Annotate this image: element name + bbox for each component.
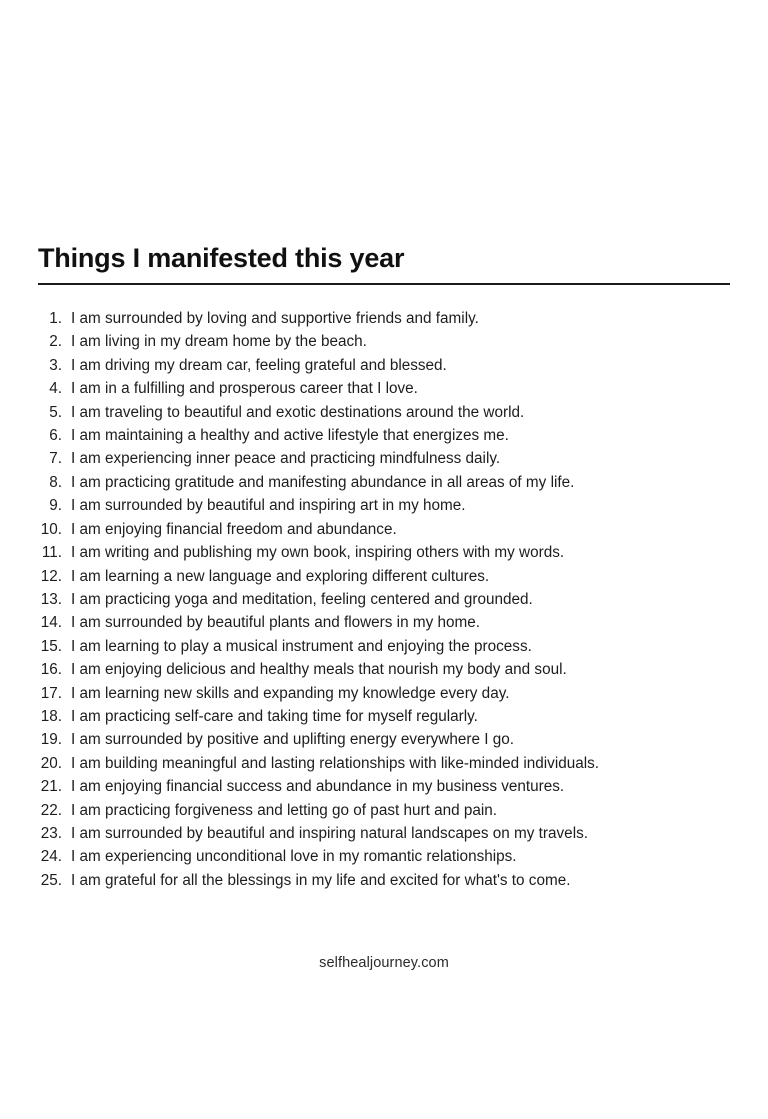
list-item <box>38 541 730 564</box>
list-item-number: 16. <box>40 661 62 679</box>
list-item-number: 8. <box>49 473 62 491</box>
list-item-number: 20. <box>40 754 62 772</box>
list-item-number: 5. <box>49 403 62 421</box>
list-item-number: 12. <box>40 567 62 585</box>
list-item <box>38 471 730 494</box>
list-item <box>38 447 730 470</box>
list-item <box>38 752 730 775</box>
list-item-number: 22. <box>40 801 62 819</box>
list-item-text: I am building meaningful and lasting relationships with like-minded individuals. <box>71 754 600 772</box>
list-item-number: 21. <box>40 778 62 796</box>
list-item-text: I am enjoying delicious and healthy meals that nourish my body and soul. <box>71 661 567 679</box>
list-item-text: I am practicing gratitude and manifesting abundance in all areas of my life. <box>71 473 575 491</box>
list-item <box>38 775 730 798</box>
list-item-text: I am maintaining a healthy and active lifestyle that energizes me. <box>71 427 509 445</box>
list-item <box>38 330 730 353</box>
list-item-text: I am in a fulfilling and prosperous career that I love. <box>71 380 418 398</box>
list-item-number: 10. <box>40 520 62 538</box>
list-item <box>38 845 730 868</box>
list-item-text: I am surrounded by loving and supportive friends and family. <box>71 310 479 328</box>
list-item-text: I am practicing self-care and taking time for myself regularly. <box>71 707 478 725</box>
list-item <box>38 728 730 751</box>
list-item <box>38 635 730 658</box>
list-item <box>38 424 730 447</box>
list-item <box>38 611 730 634</box>
list-item-number: 14. <box>40 614 62 632</box>
list-item <box>38 494 730 517</box>
list-item-number: 3. <box>49 356 62 374</box>
list-item-text: I am experiencing unconditional love in my romantic relationships. <box>71 848 517 866</box>
list-item <box>38 822 730 845</box>
page-title: Things I manifested this year <box>38 243 405 273</box>
list-item <box>38 377 730 400</box>
list-item <box>38 869 730 892</box>
list-item <box>38 588 730 611</box>
list-item-text: I am practicing yoga and meditation, feeling centered and grounded. <box>71 590 533 608</box>
list-item-text: I am enjoying financial success and abundance in my business ventures. <box>71 778 565 796</box>
list-item <box>38 354 730 377</box>
list-item <box>38 565 730 588</box>
footer-website: selfhealjourney.com <box>319 955 449 971</box>
list-item <box>38 799 730 822</box>
list-item-text: I am surrounded by beautiful plants and flowers in my home. <box>71 614 480 632</box>
list-item-number: 11. <box>41 544 62 562</box>
list-item-number: 4. <box>49 380 62 398</box>
list-item-number: 7. <box>49 450 62 468</box>
list-item-text: I am learning a new language and exploring different cultures. <box>71 567 490 585</box>
list-item-text: I am enjoying financial freedom and abundance. <box>71 520 397 538</box>
affirmation-list <box>38 307 730 892</box>
list-item <box>38 307 730 330</box>
list-item-number: 9. <box>49 497 62 515</box>
list-item-text: I am experiencing inner peace and practicing mindfulness daily. <box>71 450 501 468</box>
list-item <box>38 401 730 424</box>
list-item-text: I am surrounded by positive and uplifting energy everywhere I go. <box>71 731 515 749</box>
list-item-number: 1. <box>49 310 62 328</box>
list-item-number: 25. <box>40 871 62 889</box>
list-item-text: I am learning to play a musical instrument and enjoying the process. <box>71 637 532 655</box>
document-content <box>38 243 730 892</box>
list-item-text: I am surrounded by beautiful and inspiring natural landscapes on my travels. <box>71 824 588 842</box>
list-item-number: 17. <box>40 684 62 702</box>
list-item-text: I am writing and publishing my own book, inspiring others with my words. <box>71 544 565 562</box>
list-item-number: 6. <box>49 427 62 445</box>
list-item <box>38 705 730 728</box>
list-item-number: 23. <box>40 824 62 842</box>
list-item-number: 15. <box>40 637 62 655</box>
list-item <box>38 658 730 681</box>
list-item-text: I am surrounded by beautiful and inspiring art in my home. <box>71 497 466 515</box>
list-item-text: I am practicing forgiveness and letting go of past hurt and pain. <box>71 801 498 819</box>
list-item-text: I am grateful for all the blessings in my life and excited for what's to come. <box>71 871 571 889</box>
list-item-number: 18. <box>40 707 62 725</box>
list-item-number: 2. <box>49 333 62 351</box>
list-item-text: I am living in my dream home by the beach. <box>71 333 367 351</box>
list-item-number: 19. <box>40 731 62 749</box>
list-item-text: I am learning new skills and expanding my knowledge every day. <box>71 684 510 702</box>
list-item-text: I am driving my dream car, feeling grateful and blessed. <box>71 356 447 374</box>
list-item-text: I am traveling to beautiful and exotic destinations around the world. <box>71 403 525 421</box>
title-divider <box>38 283 730 285</box>
list-item-number: 24. <box>40 848 62 866</box>
list-item <box>38 682 730 705</box>
list-item <box>38 518 730 541</box>
list-item-number: 13. <box>40 590 62 608</box>
